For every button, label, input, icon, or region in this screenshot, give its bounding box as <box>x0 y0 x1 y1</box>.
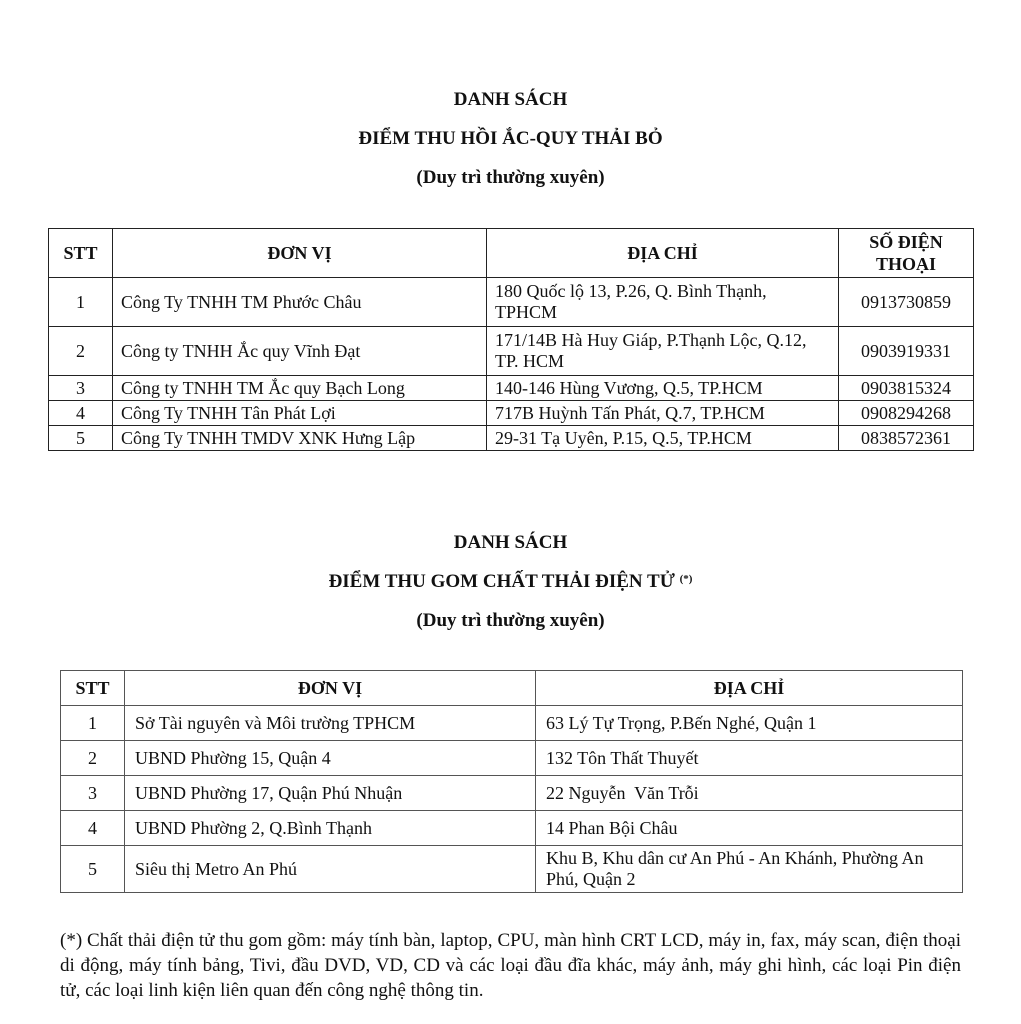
header-stt: STT <box>61 671 125 706</box>
cell-address: 29-31 Tạ Uyên, P.15, Q.5, TP.HCM <box>487 426 839 451</box>
cell-address: 180 Quốc lộ 13, P.26, Q. Bình Thạnh, TPHCM <box>487 278 839 327</box>
cell-phone: 0903815324 <box>839 376 974 401</box>
header-unit: ĐƠN VỊ <box>113 229 487 278</box>
cell-address: 132 Tôn Thất Thuyết <box>536 741 963 776</box>
cell-stt: 5 <box>49 426 113 451</box>
table-row <box>49 401 974 426</box>
section2-title-line2 <box>0 571 1021 593</box>
cell-address: 140-146 Hùng Vương, Q.5, TP.HCM <box>487 376 839 401</box>
header-unit: ĐƠN VỊ <box>125 671 536 706</box>
cell-unit: UBND Phường 17, Quận Phú Nhuận <box>125 776 536 811</box>
table-row <box>61 741 963 776</box>
cell-stt: 2 <box>61 741 125 776</box>
cell-phone: 0908294268 <box>839 401 974 426</box>
cell-unit: Công ty TNHH TM Ắc quy Bạch Long <box>113 376 487 401</box>
table-row <box>61 706 963 741</box>
header-address: ĐỊA CHỈ <box>536 671 963 706</box>
table-row <box>61 776 963 811</box>
cell-stt: 5 <box>61 846 125 893</box>
table-row <box>49 426 974 451</box>
table-row <box>49 278 974 327</box>
section1-title-line1: DANH SÁCH <box>453 89 568 110</box>
cell-address: 14 Phan Bội Châu <box>536 811 963 846</box>
cell-address: Khu B, Khu dân cư An Phú - An Khánh, Phường An Phú, Quận 2 <box>536 846 963 893</box>
ewaste-collection-table <box>60 670 963 893</box>
header-address: ĐỊA CHỈ <box>487 229 839 278</box>
section2-title-text: ĐIỂM THU GOM CHẤT THẢI ĐIỆN TỬ <box>328 571 675 592</box>
cell-phone: 0838572361 <box>839 426 974 451</box>
battery-collection-table <box>48 228 974 451</box>
cell-unit: Công Ty TNHH TM Phước Châu <box>113 278 487 327</box>
cell-stt: 4 <box>61 811 125 846</box>
footnote-marker: (*) <box>679 573 693 585</box>
cell-stt: 1 <box>49 278 113 327</box>
cell-unit: Công Ty TNHH TMDV XNK Hưng Lập <box>113 426 487 451</box>
cell-unit: Công Ty TNHH Tân Phát Lợi <box>113 401 487 426</box>
cell-phone: 0913730859 <box>839 278 974 327</box>
table-row <box>61 846 963 893</box>
table-row <box>61 811 963 846</box>
cell-stt: 3 <box>49 376 113 401</box>
cell-unit: UBND Phường 2, Q.Bình Thạnh <box>125 811 536 846</box>
table-row <box>49 376 974 401</box>
table-header-row <box>61 671 963 706</box>
cell-unit: Công ty TNHH Ắc quy Vĩnh Đạt <box>113 327 487 376</box>
cell-address: 63 Lý Tự Trọng, P.Bến Nghé, Quận 1 <box>536 706 963 741</box>
cell-address: 22 Nguyễn Văn Trỗi <box>536 776 963 811</box>
cell-stt: 4 <box>49 401 113 426</box>
cell-address: 717B Huỳnh Tấn Phát, Q.7, TP.HCM <box>487 401 839 426</box>
header-stt: STT <box>49 229 113 278</box>
cell-stt: 1 <box>61 706 125 741</box>
table-row <box>49 327 974 376</box>
section2-title-line1: DANH SÁCH <box>453 532 568 553</box>
section2-subtitle: (Duy trì thường xuyên) <box>416 610 605 631</box>
cell-stt: 3 <box>61 776 125 811</box>
cell-phone: 0903919331 <box>839 327 974 376</box>
header-phone: SỐ ĐIỆN THOẠI <box>839 229 974 278</box>
cell-unit: Sở Tài nguyên và Môi trường TPHCM <box>125 706 536 741</box>
cell-unit: Siêu thị Metro An Phú <box>125 846 536 893</box>
footnote: (*) Chất thải điện tử thu gom gồm: máy tính bàn, laptop, CPU, màn hình CRT LCD, máy in, fax, máy scan, điện thoại di động, máy tính bảng, Tivi, đầu DVD, VD, CD và các loại đầu đĩa khác, máy ảnh, máy ghi hình, các loại Pin điện tử, các loại linh kiện liên quan đến công nghệ thông tin. <box>60 930 961 1001</box>
section1-title-line2: ĐIỂM THU HỒI ẮC-QUY THẢI BỎ <box>358 128 663 149</box>
cell-address: 171/14B Hà Huy Giáp, P.Thạnh Lộc, Q.12, TP. HCM <box>487 327 839 376</box>
table-header-row <box>49 229 974 278</box>
cell-stt: 2 <box>49 327 113 376</box>
cell-unit: UBND Phường 15, Quận 4 <box>125 741 536 776</box>
section1-subtitle: (Duy trì thường xuyên) <box>416 167 605 188</box>
